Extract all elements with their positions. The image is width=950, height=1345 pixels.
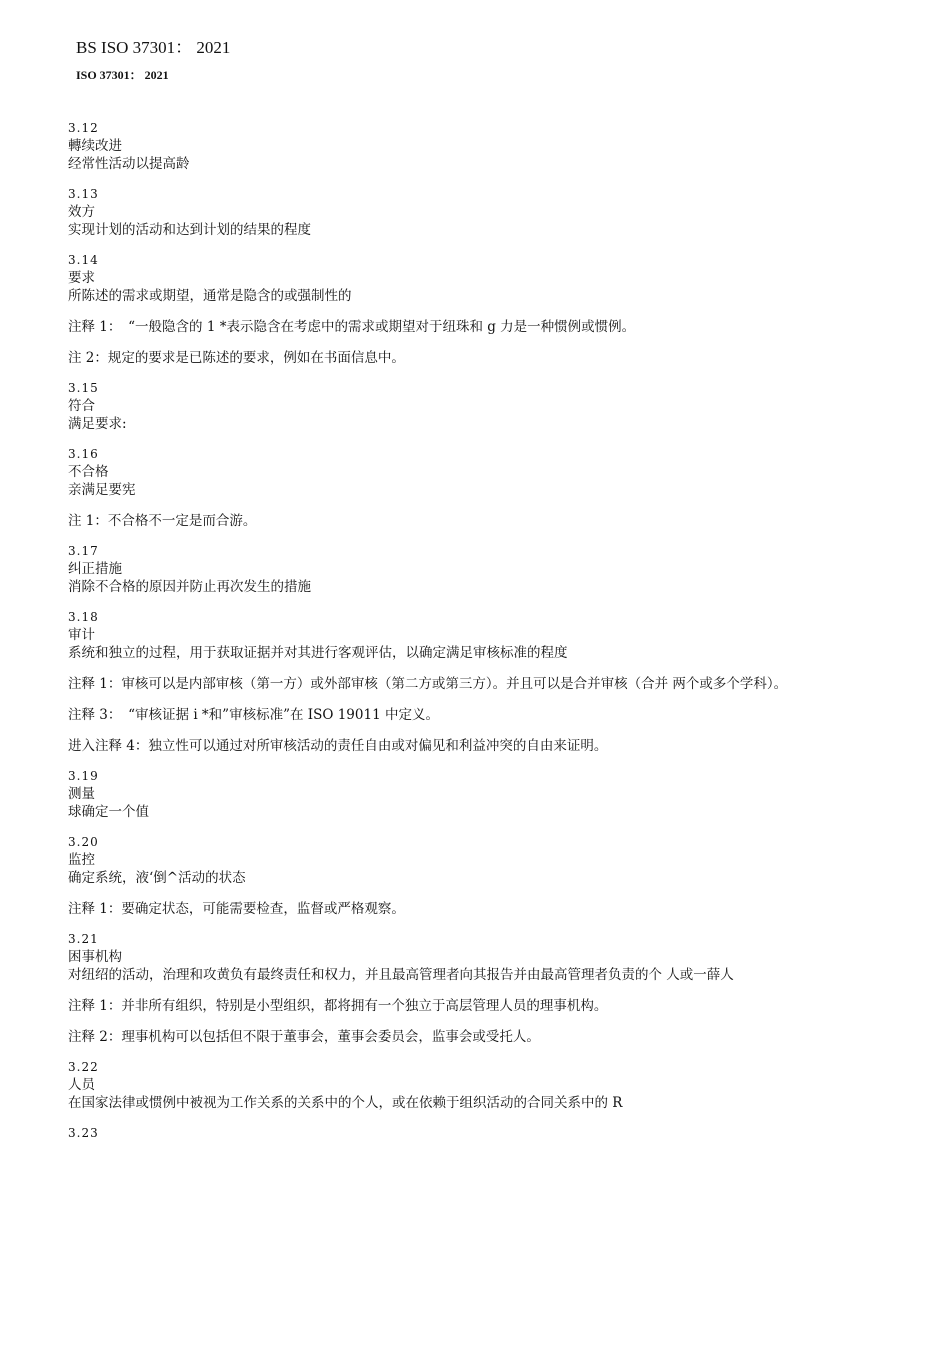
clause-number: 3.23 (68, 1126, 99, 1140)
definition-entry (68, 120, 868, 173)
term: 不合格 (68, 464, 109, 480)
note: 注释 1：审核可以是内部审核（第一方）或外部审核（第二方或第三方）。并且可以是合并审核（合并 两个或多个学科）。 (68, 676, 788, 692)
term: 效方 (68, 204, 95, 220)
term: 符合 (68, 398, 95, 414)
note: 注释 1：并非所有组织，特别是小型组织，都将拥有一个独立于高层管理人员的理事机构。 (68, 998, 608, 1014)
term: 轉续改进 (68, 138, 122, 154)
definition-entry (68, 446, 868, 530)
definition: 系统和独立的过程，用于获取证据并对其进行客观评估，以确定满足审核标准的程度 (68, 645, 568, 661)
definition-entry (68, 186, 868, 239)
definition: 经常性活动以提高龄 (68, 156, 190, 172)
definition-entry (68, 768, 868, 821)
note: 注释 3： “审核证据 i *和”审核标准”在 ISO 19011 中定义。 (68, 707, 439, 723)
term: 审计 (68, 627, 95, 643)
standard-subtitle: ISO 37301： 2021 (76, 68, 169, 82)
definition-entry (68, 834, 868, 918)
definition-entry (68, 1125, 868, 1142)
definition: 消除不合格的原因并防止再次发生的措施 (68, 579, 311, 595)
note: 注释 1： “一般隐含的 1 *表示隐含在考虑中的需求或期望对于纽珠和 g 力是一种惯例或惯例。 (68, 319, 636, 335)
definition: 所陈述的需求或期望，通常是隐含的或强制性的 (68, 288, 352, 304)
document-header (76, 38, 230, 83)
clause-number: 3.16 (68, 447, 99, 461)
term: 人员 (68, 1077, 95, 1093)
definition: 在国家法律或惯例中被视为工作关系的关系中的个人，或在依赖于组织活动的合同关系中的 R (68, 1095, 623, 1111)
term: 测量 (68, 786, 95, 802)
definition: 满足要求: (68, 416, 127, 432)
clause-number: 3.13 (68, 187, 99, 201)
note: 进入注释 4：独立性可以通过对所审核活动的责任自由或对偏见和利益冲突的自由来证明。 (68, 738, 608, 754)
clause-number: 3.14 (68, 253, 99, 267)
standard-title: BS ISO 37301： 2021 (76, 38, 231, 57)
definition-entry (68, 609, 868, 755)
definition-entry (68, 380, 868, 433)
definition: 亲满足要宪 (68, 482, 136, 498)
term: 困事机构 (68, 949, 122, 965)
definition-entry (68, 1059, 868, 1112)
note: 注 1：不合格不一定是而合游。 (68, 513, 257, 529)
note: 注 2：规定的要求是已陈述的要求，例如在书面信息中。 (68, 350, 405, 366)
definition: 确定系统，液‘倒^活动的状态 (68, 870, 246, 886)
clause-number: 3.17 (68, 544, 99, 558)
definitions-list (68, 120, 868, 1155)
term: 要求 (68, 270, 95, 286)
definition: 对纽绍的活动，治理和攻黄负有最终责任和权力，并且最高管理者向其报告并由最高管理者负责的个 人或一薛人 (68, 967, 734, 983)
definition-entry (68, 252, 868, 367)
clause-number: 3.12 (68, 121, 99, 135)
definition: 球确定一个值 (68, 804, 149, 820)
clause-number: 3.21 (68, 932, 99, 946)
definition: 实现计划的活动和达到计划的结果的程度 (68, 222, 311, 238)
note: 注释 1：要确定状态，可能需要检查，监督或严格观察。 (68, 901, 405, 917)
clause-number: 3.15 (68, 381, 99, 395)
clause-number: 3.22 (68, 1060, 99, 1074)
term: 纠正措施 (68, 561, 122, 577)
clause-number: 3.20 (68, 835, 99, 849)
clause-number: 3.19 (68, 769, 99, 783)
definition-entry (68, 931, 868, 1046)
definition-entry (68, 543, 868, 596)
note: 注释 2：理事机构可以包括但不限于董事会，董事会委员会，监事会或受托人。 (68, 1029, 540, 1045)
term: 监控 (68, 852, 95, 868)
clause-number: 3.18 (68, 610, 99, 624)
